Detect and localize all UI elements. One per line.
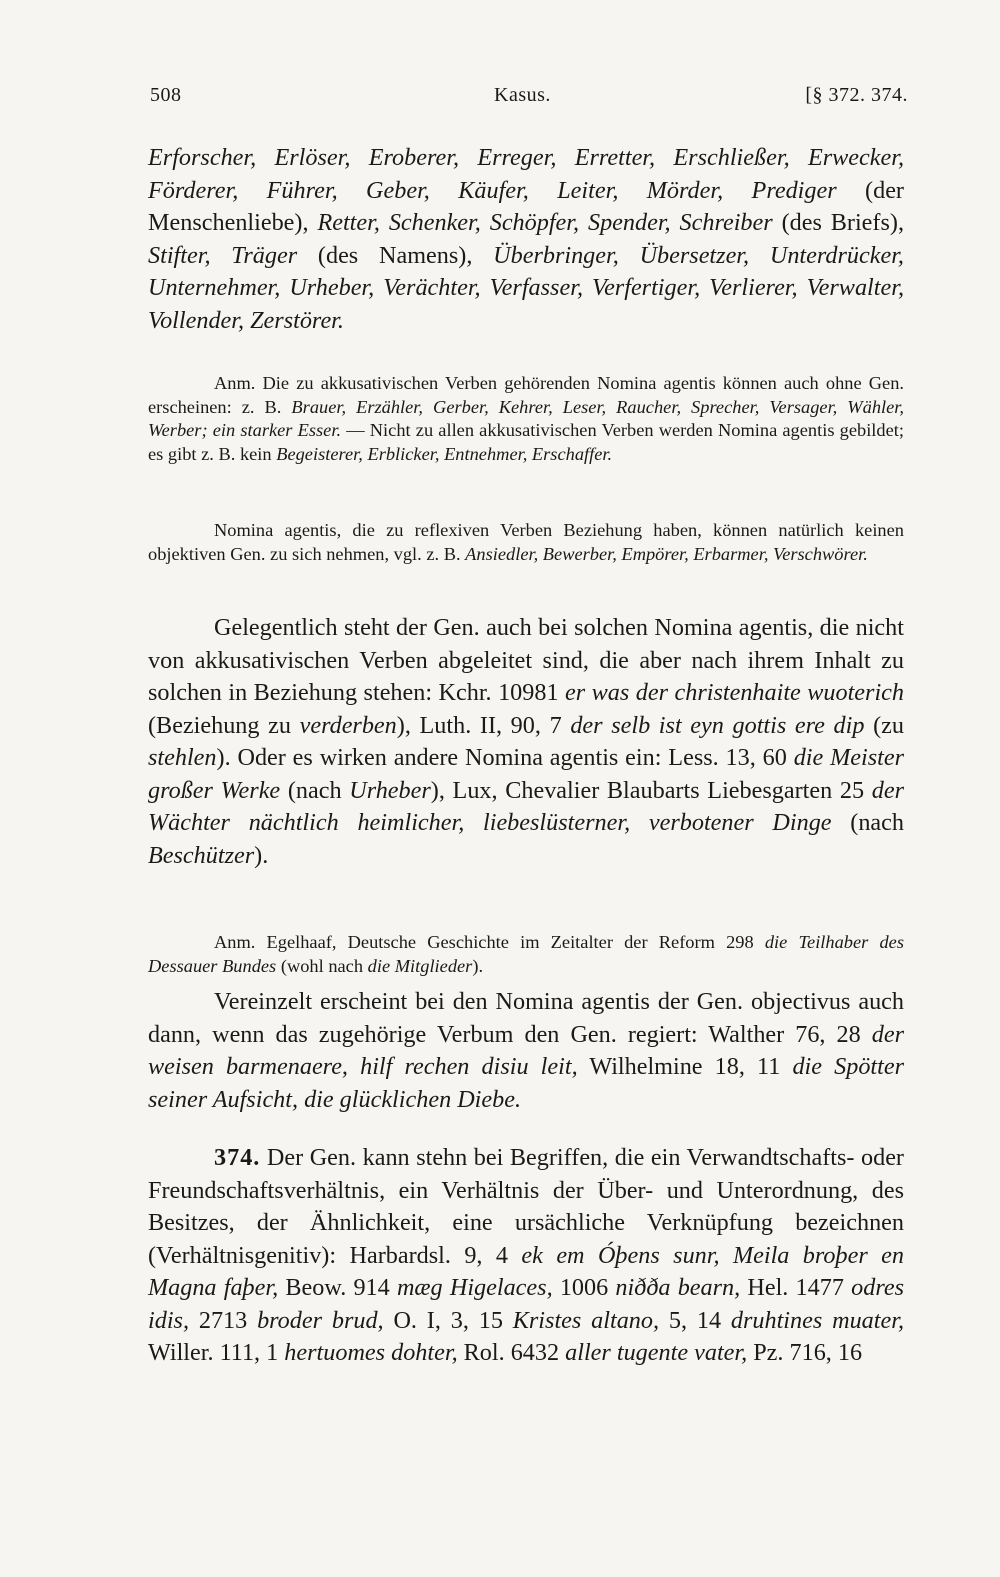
quotation: ek em Óþens sunr, Meila broþer en Magna faþer,: [148, 1241, 904, 1301]
text-run: Wilhelmine 18, 11: [577, 1053, 793, 1080]
quotation: die Mitglieder: [367, 955, 473, 976]
running-header: [148, 84, 908, 114]
text-run: Pz. 716, 16: [747, 1339, 863, 1366]
text-run: Anm. Egelhaaf, Deutsche Geschichte im Zeitalter der Reform 298: [214, 932, 765, 952]
quotation: Urheber: [349, 776, 431, 804]
quotation: der selb ist eyn gottis ere dip: [570, 711, 865, 739]
text-run: Gelegentlich steht der Gen. auch bei solchen Nomina agentis, die nicht von akkusativischen Verben abgeleitet sind, die aber nach ihrem Inhalt zu solchen in Beziehung stehen: Kchr. 10981: [148, 614, 904, 706]
noun-list-2: Retter, Schenker, Schöpfer, Spender, Schreiber: [317, 209, 773, 236]
quotation: niðða bearn,: [615, 1274, 741, 1301]
note-anm-1: [148, 372, 904, 466]
quotation: stehlen: [148, 744, 217, 771]
paragraph-noun-list: [148, 142, 904, 337]
quotation: die Spötter seiner Aufsicht, die glücklichen Diebe.: [148, 1053, 904, 1113]
noun-list-1: Erforscher, Erlöser, Eroberer, Erreger, Erretter, Erschließer, Erwecker, Förderer, Führer, Geber, Käufer, Leiter, Mörder, Prediger: [148, 144, 904, 204]
example-list: Ansiedler, Bewerber, Empörer, Erbarmer, Verschwörer.: [465, 543, 868, 564]
text-run: ), Luth. II, 90, 7: [396, 711, 571, 739]
text-run: ).: [472, 955, 484, 976]
text-run: — Nicht zu allen akkusativischen Verben werden Nomina agentis gebildet; es gibt z. B. kein: [148, 420, 904, 464]
example-list: Begeisterer, Erblicker, Entnehmer, Erschaffer.: [276, 443, 613, 464]
text-run: Rol. 6432: [457, 1339, 566, 1366]
text-run: Hel. 1477: [740, 1274, 852, 1301]
paragraph-gelegentlich: [148, 612, 904, 872]
quotation: der Wächter nächtlich heimlicher, liebeslüsterner, verbotener Dinge: [148, 776, 904, 836]
quotation: Kristes altano,: [512, 1306, 660, 1334]
text-run: ), Lux, Chevalier Blaubarts Liebesgarten 25: [430, 776, 872, 804]
quotation: verderben: [299, 711, 397, 739]
note-anm-egelhaaf: [148, 931, 904, 978]
text-run: Vereinzelt erscheint bei den Nomina agentis der Gen. objectivus auch dann, wenn das zugehörige Verbum den Gen. regiert: Walther 76, 28: [148, 988, 904, 1048]
quotation: er was der christenhaite wuoterich: [565, 679, 904, 706]
text-run: Der Gen. kann stehn bei Begriffen, die ein Verwandtschafts- oder Freundschaftsverhältnis, ein Verhältnis der Über- und Unterordnung, des Besitzes, der Ähnlichkeit, eine ursächliche Verknüpfung bezeichnen (Verhältnisgenitiv): Harbardsl. 9, 4: [148, 1144, 904, 1269]
text-run: (wohl nach: [276, 955, 368, 976]
quotation: mæg Higelaces,: [396, 1274, 553, 1301]
quotation: aller tugente vater,: [565, 1339, 748, 1366]
text-run: ). Oder es wirken andere Nomina agentis ein: Less. 13, 60: [216, 744, 794, 771]
section-number: 374.: [214, 1144, 261, 1171]
quotation: broder brud,: [257, 1306, 384, 1334]
text-run: Willer. 111, 1: [148, 1339, 285, 1366]
noun-list-4: Überbringer, Übersetzer, Unterdrücker, Unternehmer, Urheber, Verächter, Verfasser, Verfertiger, Verlierer, Verwalter, Vollender, Zerstörer.: [148, 241, 904, 334]
quotation: der weisen barmenaere, hilf rechen disiu leit,: [148, 1020, 904, 1080]
page-number: 508: [150, 84, 182, 106]
text-run: (nach: [831, 809, 904, 836]
paragraph-section-374: [148, 1142, 904, 1370]
quotation: die Teilhaber des Dessauer Bundes: [148, 932, 904, 976]
quotation: druhtines muater,: [730, 1306, 904, 1334]
text-run: Anm. Die zu akkusativischen Verben gehörenden Nomina agentis können auch ohne Gen. erscheinen: z. B.: [148, 373, 904, 417]
quotation: die Meister großer Werke: [148, 744, 904, 804]
quotation: odres idis,: [148, 1274, 904, 1334]
text-run: (nach: [280, 776, 350, 804]
text-run: (des Namens),: [297, 241, 494, 269]
text-run: Beow. 914: [278, 1274, 397, 1301]
text-run: (des Briefs),: [772, 209, 904, 236]
example-list: Brauer, Erzähler, Gerber, Kehrer, Leser, Raucher, Sprecher, Versager, Wähler, Werber; ein starker Esser.: [148, 396, 904, 441]
text-run: O. I, 3, 15: [383, 1306, 513, 1334]
noun-list-3: Stifter, Träger: [148, 241, 298, 269]
paragraph-vereinzelt: [148, 986, 904, 1116]
note-reflexive: [148, 519, 904, 566]
text-run: (Beziehung zu: [148, 711, 300, 739]
section-reference: [§ 372. 374.: [805, 84, 908, 106]
quotation: Beschützer: [148, 841, 255, 869]
text-run: 2713: [189, 1306, 258, 1334]
text-run: Nomina agentis, die zu reflexiven Verben Beziehung haben, können natürlich keinen objektiven Gen. zu sich nehmen, vgl. z. B.: [148, 520, 904, 564]
quotation: hertuomes dohter,: [284, 1339, 458, 1366]
text-run: (zu: [864, 711, 904, 739]
running-title: Kasus.: [494, 84, 551, 106]
text-run: 5, 14: [659, 1306, 731, 1334]
text-run: 1006: [552, 1274, 616, 1301]
text-run: (der Menschenliebe),: [148, 176, 904, 236]
text-run: ).: [254, 841, 269, 869]
